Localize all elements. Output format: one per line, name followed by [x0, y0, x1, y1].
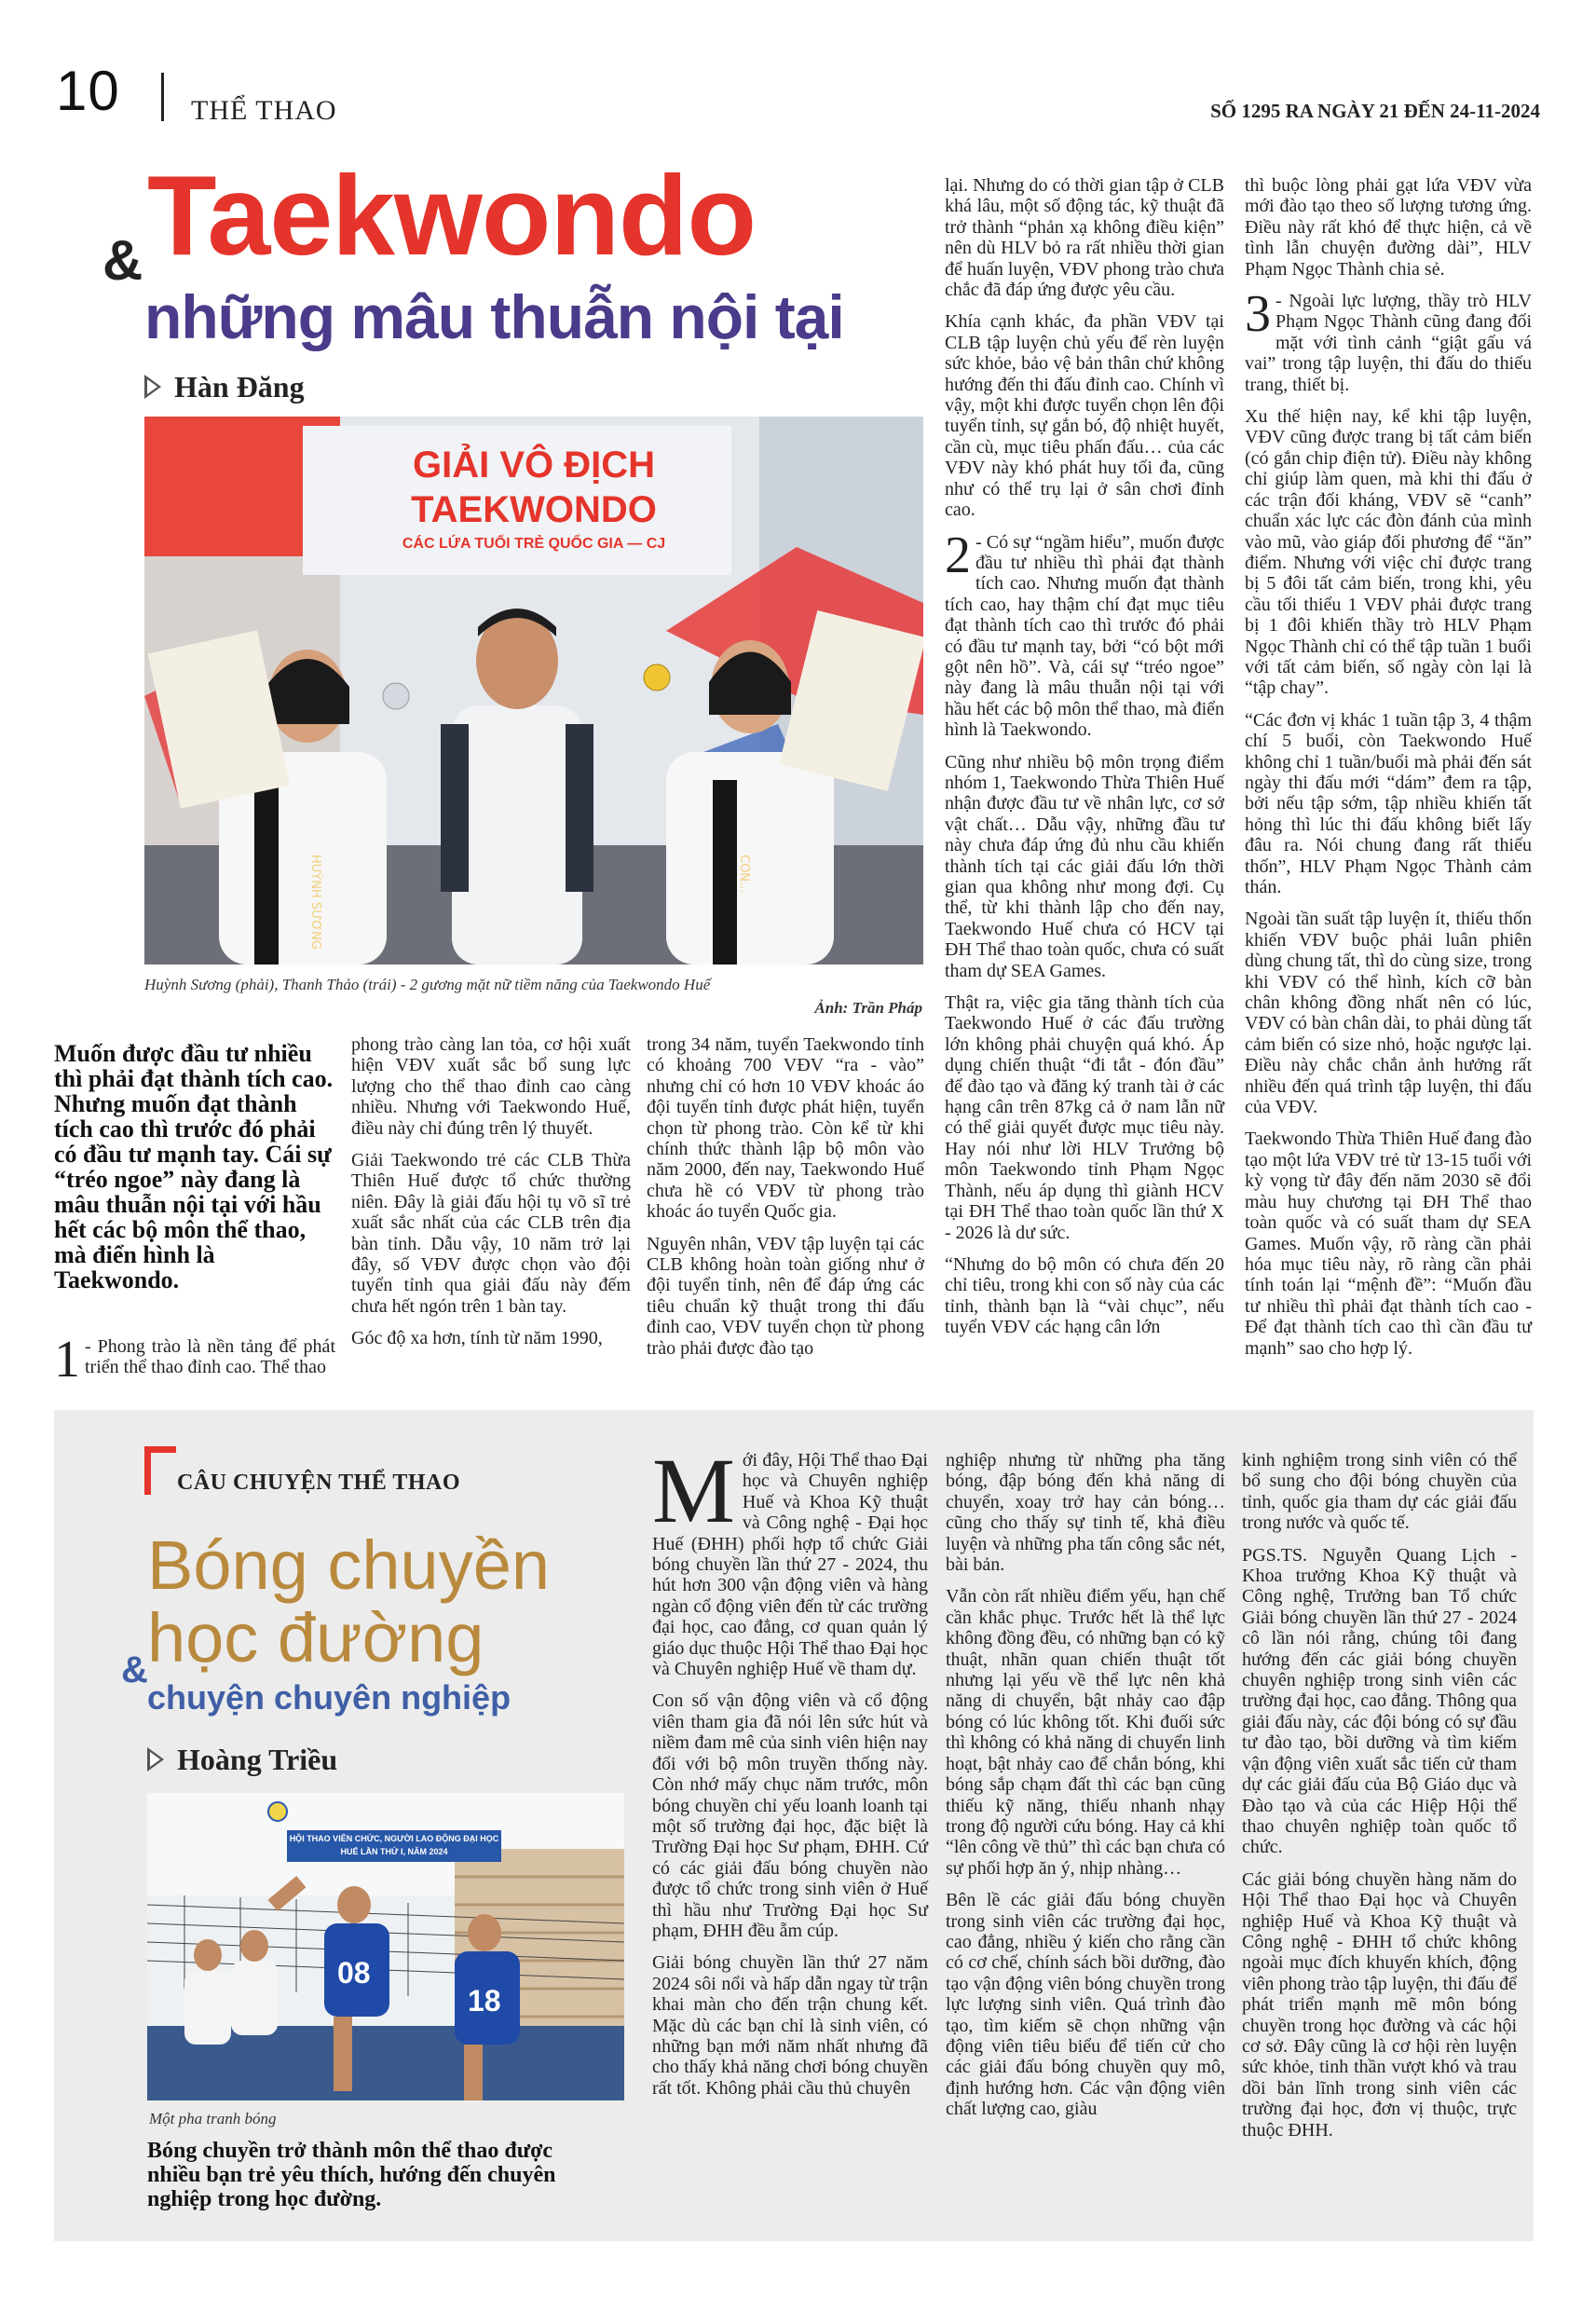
paragraph: ới đây, Hội Thể thao Đại học và Chuyên nghiệp Huế và Khoa Kỹ thuật và Công nghệ - Đại học Huế (ĐHH) phối hợp tổ chức Giải bóng chuyền lần thứ 27 - 2024, thu hút hơn 300 vận động viên và hàng ngàn cổ động viên đến từ các trường đại học, cao đẳng, cơ quan quản lý giáo dục thuộc Hội Thể thao Đại học và Chuyên nghiệp Huế về tham dự.: [652, 1450, 928, 1680]
jersey-number-left: 08: [337, 1956, 371, 1990]
article2-title-line2: học đường: [147, 1599, 484, 1676]
article1-column-3: [647, 1034, 924, 1359]
article2-title-line1: Bóng chuyền: [147, 1526, 551, 1604]
paragraph: Con số vận động viên và cổ động viên tham gia đã nói lên sức hút và niềm đam mê của sinh viên hiện nay đối với bộ môn truyền thống này. Còn nhớ mấy chục năm trước, môn bóng chuyền chỉ yếu loanh loanh tại một số trường đại học, đặc biệt là Trường Đại học Sư phạm, ĐHH. Cứ có các giải đấu bóng chuyền nào được tổ chức trong sinh viên ở Huế thì hầu như Trường Đại học Sư phạm, ĐHH đều ẵm cúp.: [652, 1690, 928, 1941]
article1-lede: Muốn được đầu tư nhiều thì phải đạt thành tích cao. Nhưng muốn đạt thành tích cao thì trước đó phải có đầu tư mạnh tay. Cái sự “tréo ngoe” này đang là mâu thuẫn nội tại với hầu hết các bộ môn thể thao, mà điển hình là Taekwondo.: [54, 1040, 334, 1293]
article1-title-main: Taekwondo: [147, 152, 757, 279]
article2-title-sub: chuyện chuyên nghiệp: [147, 1678, 512, 1717]
paragraph: thì buộc lòng phải gạt lứa VĐV vừa mới đào tạo theo số lượng tương ứng. Điều này rất khó để thực hiện, cả về tình lẫn chuyện đường dài”, HLV Phạm Ngọc Thành chia sẻ.: [1245, 175, 1532, 280]
article1-title-amp: &: [102, 229, 143, 292]
article2-byline: [147, 1741, 337, 1778]
page-header: [0, 0, 1596, 140]
paragraph: trong 34 năm, tuyển Taekwondo tỉnh có khoảng 700 VĐV “ra - vào” nhưng chỉ có hơn 10 VĐV khoác áo đội tuyển tỉnh được phát hiện, tuyển chọn từ phong trào. Còn kể từ khi chính thức thành lập bộ môn vào năm 2000, đến nay, Taekwondo Huế chưa hề có VĐV từ phong trào khoác áo tuyển Quốc gia.: [647, 1034, 924, 1223]
article1-title-sub: những mâu thuẫn nội tại: [144, 282, 844, 351]
article1-column-4: [945, 175, 1224, 1338]
right-belt-text: CON...: [737, 855, 751, 894]
paragraph: Ngoài tần suất tập luyện ít, thiếu thốn khiến VĐV buộc phải luân phiên dùng chung tất, thì do cùng size, trong khi VĐV có thể hình, kích cỡ bàn chân không đồng nhất nên có lúc, VĐV có bàn chân dài, to phải dùng tất cảm biến có size nhỏ, hoặc ngược lại. Điều này chắc chắn ảnh hưởng rất nhiều đến quá trình tập luyện, thi đấu của VĐV.: [1245, 909, 1532, 1118]
article2-column-3: [1242, 1450, 1517, 2141]
paragraph: Xu thế hiện nay, kể khi tập luyện, VĐV cũng được trang bị tất cảm biến (có gắn chip điện tử). Điều này không chỉ giúp làm quen, mà khi thi đấu ở các trận đối kháng, VĐV sẽ “canh” chuẩn xác lực các đòn đánh của mình vào mũ, vào giáp đối phương để “ăn” điểm. Nhưng với việc chỉ được trang bị 5 đôi tất cảm biến, trong khi, yêu cầu tối thiểu 1 VĐV phải được trang bị 1 đôi khiến thầy trò HLV Phạm Ngọc Thành chỉ có thể tập tuần 1 buổi với tất cảm biến, số ngày còn lại là “tập chay”.: [1245, 406, 1532, 699]
paragraph: Vẫn còn rất nhiều điểm yếu, hạn chế cần khắc phục. Trước hết là thể lực không đồng đều, có những bạn có kỹ thuật, nhãn quan chiến thuật tốt nhưng lại yếu về thể lực nên khả năng di chuyển, bật nhảy cao đập bóng có lúc không tốt. Khi đuối sức thì không có khả năng di chuyển linh hoạt, bật nhảy cao để chắn bóng, khi bóng sắp chạm đất thì các bạn cũng thiếu kỹ năng, thiếu nhanh nhạy trong độ người cứu bóng. Hay cả khi “lên công về thủ” thì các bạn chưa có sự phối hợp ăn ý, nhịp nhàng…: [946, 1586, 1225, 1879]
paragraph: “Nhưng do bộ môn có chưa đến 20 chỉ tiêu, trong khi con số này của các tỉnh, thành bạn là “vài chục”, nếu tuyển VĐV các hạng cân lớn: [945, 1253, 1224, 1338]
paragraph: lại. Nhưng do có thời gian tập ở CLB khá lâu, một số động tác, kỹ thuật đã trở thành “phản xạ không điều kiện” nên dù HLV bỏ ra rất nhiều thời gian để huấn luyện, VĐV phong trào chưa chắc đã đáp ứng được yêu cầu.: [945, 175, 1224, 301]
jersey-number-right: 18: [468, 1984, 501, 2018]
photo-banner-line3: CÁC LỨA TUỔI TRẺ QUỐC GIA — CJ: [402, 536, 666, 552]
paragraph: Giải Taekwondo trẻ các CLB Thừa Thiên Huế được tổ chức thường niên. Đây là giải đấu hội tụ võ sĩ trẻ xuất sắc nhất của các CLB trên địa bàn tỉnh. Dẫu vậy, 10 năm trở lại đây, số VĐV được chọn vào đội tuyển tỉnh qua giải đấu này đếm chưa hết ngón trên 1 bàn tay.: [351, 1150, 631, 1317]
section-label: THỂ THAO: [191, 95, 337, 126]
article2-lede: Bóng chuyền trở thành môn thể thao được nhiều bạn trẻ yêu thích, hướng đến chuyên nghiệp trong học đường.: [147, 2139, 556, 2211]
volleyball-banner-text: HỘI THAO VIÊN CHỨC, NGƯỜI LAO ĐỘNG ĐẠI HỌC HUẾ LẦN THỨ I, NĂM 2024: [289, 1834, 499, 1856]
paragraph: Khía cạnh khác, đa phần VĐV tại CLB tập luyện chủ yếu để rèn luyện sức khỏe, bảo vệ bản thân chứ không hướng đến thi đấu đỉnh cao. Chính vì vậy, một khi được tuyển chọn lên đội tuyển tỉnh, sự gắn bó, độ nhiệt huyết, cần cù, mục tiêu phấn đấu… của các VĐV này khó phát huy tối đa, cũng như có thể trụ lại ở sân chơi đỉnh cao.: [945, 311, 1224, 521]
paragraph: nghiệp nhưng từ những pha tăng bóng, đập bóng đến khả năng di chuyển, xoay trở hay cản bóng… cũng cho thấy sự tinh tế, khả điều luyện và những pha tấn công sắc nét, bài bản.: [946, 1450, 1225, 1576]
paragraph: Cũng như nhiều bộ môn trọng điểm nhóm 1, Taekwondo Thừa Thiên Huế nhận được đầu tư về nhân lực, cơ sở vật chất… Dẫu vậy, những đầu tư này chưa đáp ứng đủ nhu cầu khiến thành tích tại các giải đấu lớn thời gian qua không như mong đợi. Cụ thể, từ khi thành lập cho đến nay, Taekwondo Huế chưa có HCV tại ĐH Thể thao toàn quốc, chưa có suất tham dự SEA Games.: [945, 751, 1224, 981]
article2-kicker: CÂU CHUYỆN THỂ THAO: [177, 1471, 460, 1495]
paragraph: Bên lề các giải đấu bóng chuyền trong sinh viên các trường đại học, cao đẳng, nhiều ý kiến cho rằng cần có cơ chế, chính sách bồi dưỡng, đào tạo vận động viên bóng chuyền trong lực lượng sinh viên. Quá trình đào tạo, tìm kiếm sẽ chọn những vận động viên tiêu biểu để tiến cử cho các giải đấu bóng chuyền quy mô, định hướng hơn. Các vận động viên chất lượng cao, giàu: [946, 1890, 1225, 2120]
paragraph: Nguyên nhân, VĐV tập luyện tại các CLB không hoàn toàn giống như ở đội tuyển tỉnh, nên để đáp ứng các tiêu chuẩn kỹ thuật trong thi đấu đỉnh cao, VĐV tuyển chọn từ phong trào phải được đào tạo: [647, 1233, 924, 1359]
article1-column-5: [1245, 175, 1532, 1359]
paragraph: Góc độ xa hơn, tính từ năm 1990,: [351, 1328, 603, 1349]
issue-info: SỐ 1295 RA NGÀY 21 ĐẾN 24-11-2024: [1210, 100, 1540, 122]
paragraph: kinh nghiệm trong sinh viên có thể bổ sung cho đội bóng chuyền của tỉnh, quốc gia tham dự các giải đấu trong nước và quốc tế.: [1242, 1450, 1517, 1534]
paragraph: phong trào càng lan tỏa, cơ hội xuất hiện VĐV xuất sắc bổ sung lực lượng cho thể thao đỉnh cao càng nhiều. Nhưng với Taekwondo Huế, điều này chỉ đúng trên lý thuyết.: [351, 1034, 631, 1139]
byline-arrow-icon: [144, 375, 161, 399]
drop-cap: M: [652, 1439, 735, 1542]
paragraph: Giải bóng chuyền lần thứ 27 năm 2024 sôi nổi và hấp dẫn ngay từ trận khai màn cho đến trận chung kết. Mặc dù các bạn chỉ là sinh viên, có những bạn mới năm nhất nhưng đã cho thấy khả năng chơi bóng chuyền rất tốt. Không phải cầu thủ chuyên: [652, 1952, 928, 2099]
paragraph: - Ngoài lực lượng, thầy trò HLV Phạm Ngọc Thành cũng đang đối mặt với tình cảnh “giật gấu vá vai” trong tập luyện, thi đấu do thiếu trang, thiết bị.: [1245, 291, 1532, 395]
header-divider: [161, 73, 164, 121]
paragraph: - Có sự “ngầm hiểu”, muốn được đầu tư nhiều thì phải đạt thành tích cao. Nhưng muốn đạt thành tích cao, hay thậm chí đạt mục tiêu đạt thành tích cao thì trước đó phải có đầu tư mạnh tay, bởi “có bột mới gột nên hồ”. Và, cái sự “tréo ngoe” này đang là mâu thuẫn nội tại với hầu hết các bộ môn thể thao, mà điển hình là Taekwondo.: [945, 531, 1224, 741]
article2-photo: [147, 1793, 624, 2100]
photo-banner-line2: TAEKWONDO: [411, 489, 657, 530]
paragraph: Các giải bóng chuyền hàng năm do Hội Thể thao Đại học và Chuyên nghiệp Huế và Khoa Kỹ thuật và Công nghệ - ĐHH tổ chức không ngoài mục đích khuyến khích, động viên phong trào tập luyện, thi đấu để phát triển mạnh mẽ môn bóng chuyền trong học đường và các hội cơ sở. Đây cũng là cơ hội rèn luyện sức khỏe, tinh thần vượt khó và trau dồi bản lĩnh trong sinh viên các trường đại học, đơn vị thuộc, trực thuộc ĐHH.: [1242, 1868, 1517, 2141]
article2-title-amp: &: [121, 1649, 148, 1690]
section-number: 3: [1245, 285, 1271, 344]
paragraph: Taekwondo Thừa Thiên Huế đang đào tạo một lứa VĐV trẻ từ 13-15 tuổi với kỳ vọng từ đây đến năm 2030 sẽ đổi màu huy chương tại ĐH Thể thao toàn quốc và có suất tham dự SEA Games. Muốn vậy, rõ ràng cần phải hóa mục tiêu này, rõ ràng cần phải tính toán lại “mệnh đề”: “Muốn đầu tư nhiều thì phải đạt thành tích cao - Để đạt thành tích cao thì cần đầu tư mạnh” sao cho hợp lý.: [1245, 1129, 1532, 1359]
paragraph: Thật ra, việc gia tăng thành tích của Taekwondo Huế ở các đấu trường lớn không phải chuyện quá khó. Áp dụng chiến thuật “đi tắt - đón đầu” để đào tạo và đăng ký tranh tài ở các hạng cân trên 87kg cả ở nam lẫn nữ có thể giải quyết được mục tiêu này. Hay nói như lời HLV Trưởng bộ môn Taekwondo tỉnh Phạm Ngọc Thành, nếu áp dụng thì giành HCV tại ĐH Thể thao toàn quốc lần thứ X - 2026 là dư sức.: [945, 992, 1224, 1243]
article1-author: Hàn Đăng: [174, 369, 305, 404]
section-number: 1: [54, 1331, 80, 1389]
byline-arrow-icon: [147, 1747, 164, 1772]
article1-column-2: [351, 1034, 631, 1349]
article2-column-2: [946, 1450, 1225, 2120]
kicker-bracket-icon: [144, 1446, 176, 1495]
article2-column-1: [652, 1439, 928, 2099]
section-number: 2: [945, 526, 971, 584]
article2-author: Hoàng Triều: [177, 1742, 338, 1776]
article1-photo-caption: Huỳnh Sương (phải), Thanh Thảo (trái) - 2 gương mặt nữ tiềm năng của Taekwondo Huế: [144, 976, 711, 993]
article1-byline: [144, 368, 305, 405]
article1-photo-credit: Ảnh: Trần Pháp: [814, 999, 922, 1017]
left-belt-text: HUỲNH SƯƠNG: [308, 855, 322, 950]
article2-photo-caption: Một pha tranh bóng: [149, 2110, 277, 2127]
paragraph: PGS.TS. Nguyễn Quang Lịch - Khoa trưởng Khoa Kỹ thuật và Công nghệ, Trưởng ban Tổ chức Giải bóng chuyền lần thứ 27 - 2024 cô lần nói rằng, chúng tôi đang hướng đến các giải bóng chuyền chuyên nghiệp trong sinh viên các trường đại học, cao đẳng. Thông qua giải đấu này, các đội bóng có sự đầu tư đào tạo, bồi dưỡng và tìm kiếm vận động viên xuất sắc tiến cử tham dự các giải đấu của Bộ Giáo dục và Đào tạo và của các Hiệp Hội thể thao chuyên nghiệp toàn quốc tổ chức.: [1242, 1544, 1517, 1858]
article1-photo: [144, 417, 923, 964]
article1-column-1: [54, 1331, 335, 1389]
paragraph: - Phong trào là nền tảng để phát triển thể thao đỉnh cao. Thể thao: [85, 1336, 335, 1378]
page-number: 10: [56, 60, 120, 122]
photo-banner-line1: GIẢI VÔ ĐỊCH: [412, 445, 656, 486]
paragraph: “Các đơn vị khác 1 tuần tập 3, 4 thậm chí 5 buổi, còn Taekwondo Huế không chỉ 1 tuần/buổi mà phải đến sát ngày thi đấu mới “dám” đem ra tập, bởi nếu tập sớm, tập nhiều khiến tất hỏng thì lúc thi đấu không biết lấy đâu ra. Nói chung đang rất thiếu thốn”, HLV Phạm Ngọc Thành cảm thán.: [1245, 709, 1532, 897]
